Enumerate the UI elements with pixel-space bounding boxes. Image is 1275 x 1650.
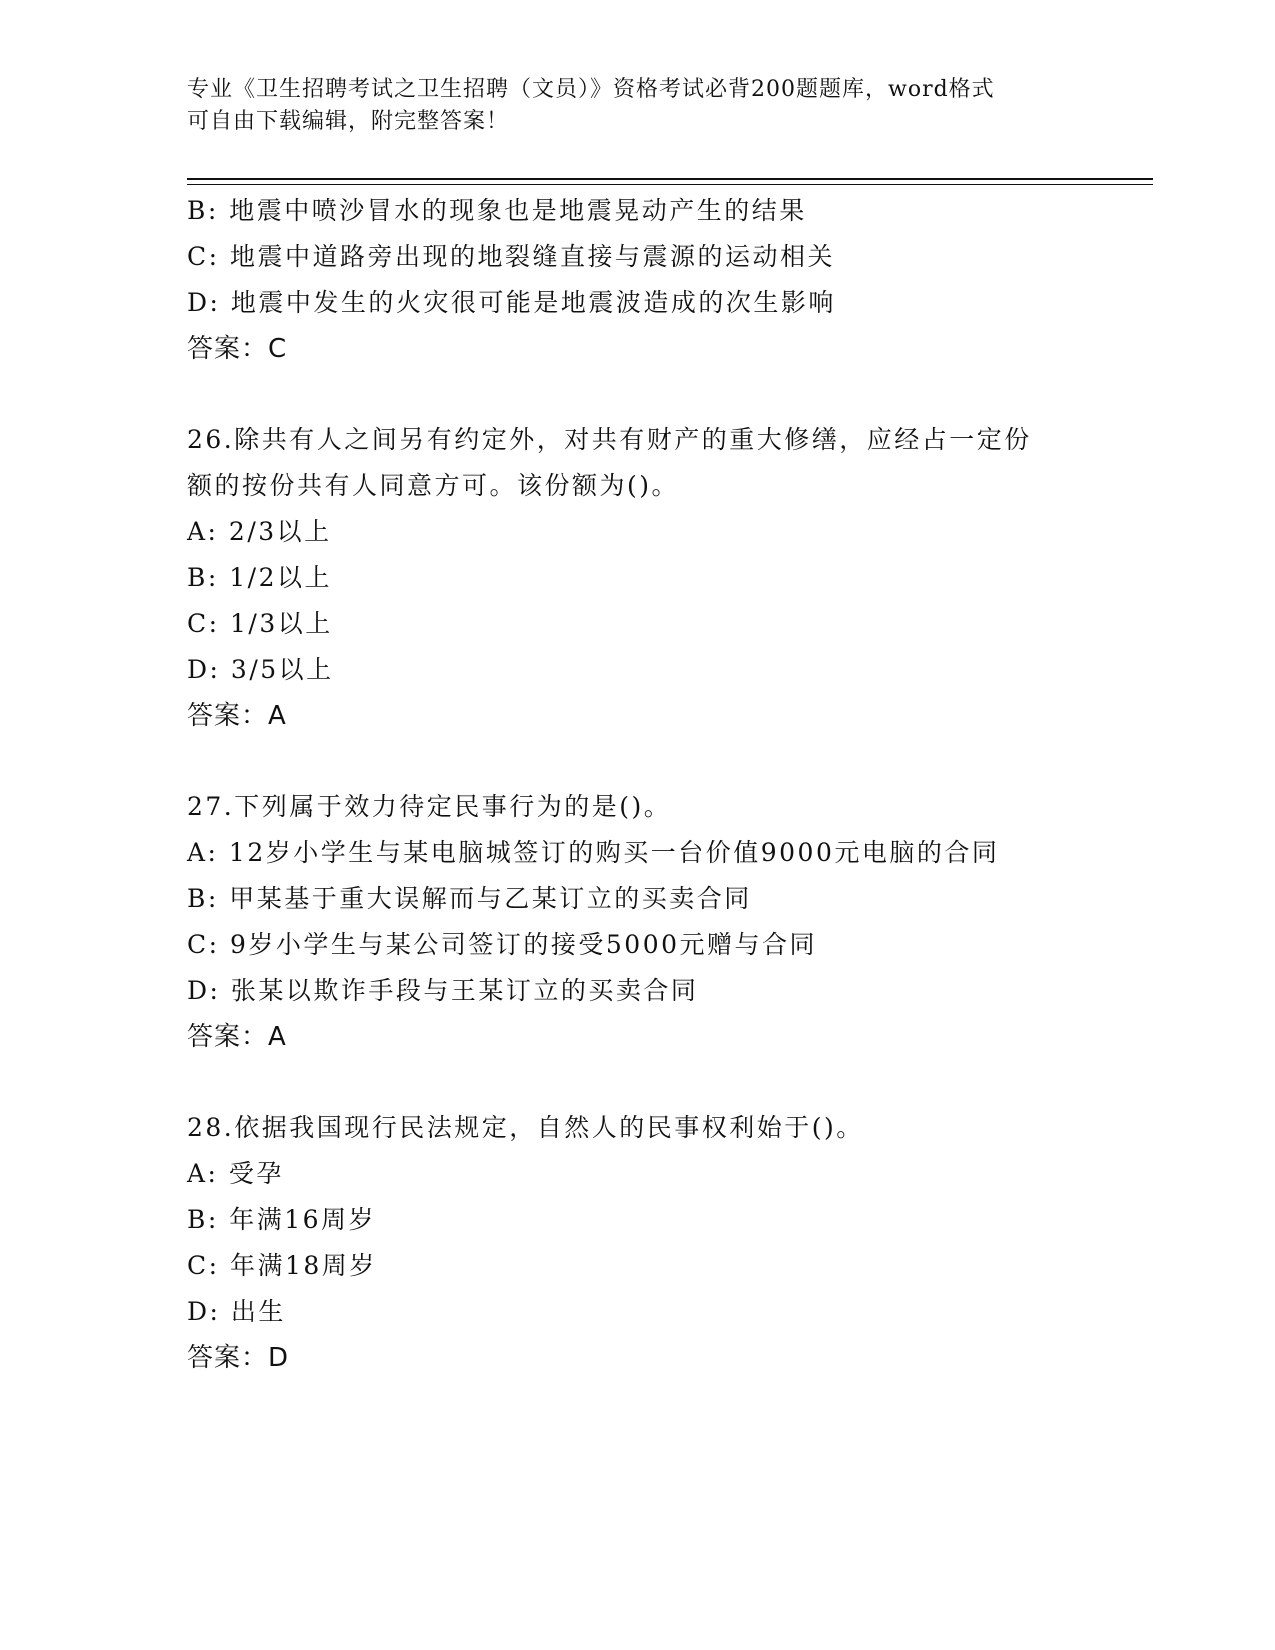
answer-line: 答案：D bbox=[187, 1343, 290, 1373]
option-b: B: 1/2以上 bbox=[187, 563, 332, 592]
option-b: B: 甲某基于重大误解而与乙某订立的买卖合同 bbox=[187, 884, 752, 913]
spacer bbox=[187, 739, 1087, 784]
question-28 bbox=[187, 1105, 1087, 1381]
option-c: C: 1/3以上 bbox=[187, 609, 333, 638]
document-body bbox=[187, 188, 1087, 1381]
option-b: B: 地震中喷沙冒水的现象也是地震晃动产生的结果 bbox=[187, 196, 807, 225]
option-d: D: 3/5以上 bbox=[187, 655, 334, 684]
answer-line: 答案：A bbox=[187, 701, 287, 731]
option-c: C: 地震中道路旁出现的地裂缝直接与震源的运动相关 bbox=[187, 242, 836, 271]
header-divider-thin bbox=[187, 184, 1153, 185]
option-b: B: 年满16周岁 bbox=[187, 1205, 377, 1234]
spacer bbox=[187, 372, 1087, 417]
document-header bbox=[187, 74, 1087, 138]
option-a: A: 受孕 bbox=[187, 1159, 284, 1188]
question-stem-line: 28.依据我国现行民法规定，自然人的民事权利始于()。 bbox=[187, 1113, 864, 1142]
header-line-1: 专业《卫生招聘考试之卫生招聘（文员）》资格考试必背200题题库，word格式 bbox=[187, 77, 995, 102]
question-stem-line: 27.下列属于效力待定民事行为的是()。 bbox=[187, 792, 672, 821]
option-c: C: 9岁小学生与某公司签订的接受5000元赠与合同 bbox=[187, 930, 818, 959]
option-a: A: 2/3以上 bbox=[187, 517, 332, 546]
answer-line: 答案：A bbox=[187, 1022, 287, 1052]
header-divider-thick bbox=[187, 178, 1153, 180]
option-d: D: 地震中发生的火灾很可能是地震波造成的次生影响 bbox=[187, 288, 836, 317]
question-25-tail bbox=[187, 188, 1087, 372]
question-26 bbox=[187, 417, 1087, 739]
question-stem-line: 额的按份共有人同意方可。该份额为()。 bbox=[187, 471, 680, 500]
header-line-2: 可自由下载编辑，附完整答案！ bbox=[187, 109, 510, 134]
option-a: A: 12岁小学生与某电脑城签订的购买一台价值9000元电脑的合同 bbox=[187, 838, 1000, 867]
option-c: C: 年满18周岁 bbox=[187, 1251, 377, 1280]
question-stem-line: 26.除共有人之间另有约定外，对共有财产的重大修缮，应经占一定份 bbox=[187, 425, 1032, 454]
option-d: D: 张某以欺诈手段与王某订立的买卖合同 bbox=[187, 976, 699, 1005]
spacer bbox=[187, 1060, 1087, 1105]
answer-line: 答案：C bbox=[187, 334, 288, 364]
question-27 bbox=[187, 784, 1087, 1060]
option-d: D: 出生 bbox=[187, 1297, 286, 1326]
